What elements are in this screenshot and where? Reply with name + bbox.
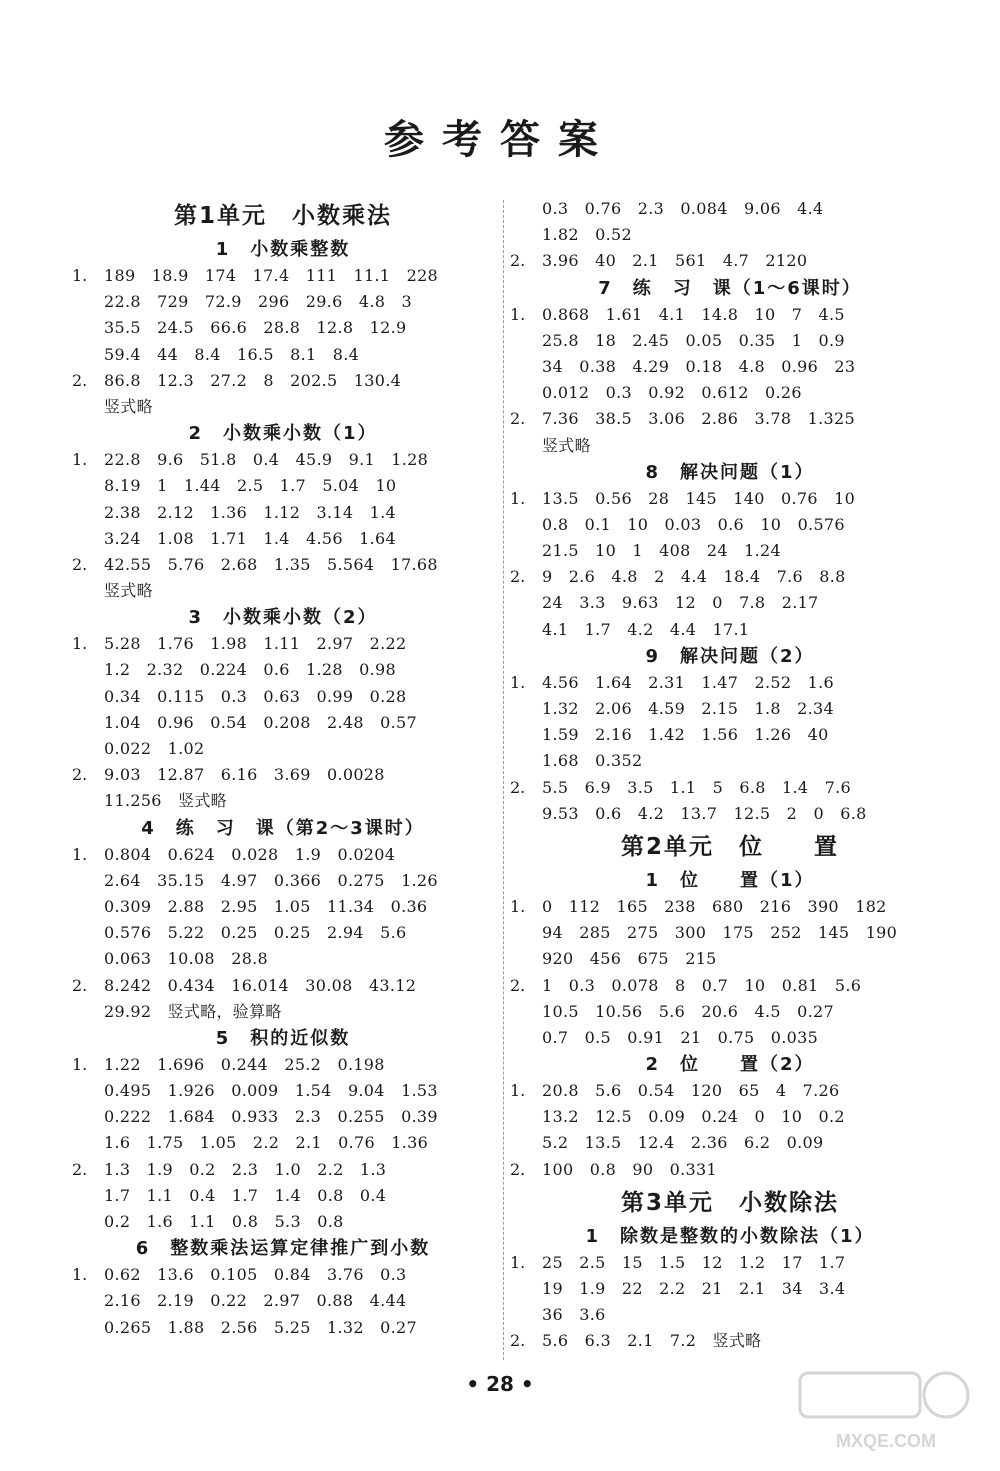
answer-line: 35.5 24.5 66.6 28.8 12.8 12.9 — [104, 318, 407, 338]
answer-line: 10.5 10.56 5.6 20.6 4.5 0.27 — [542, 1001, 834, 1021]
answer-line: 21.5 10 1 408 24 1.24 — [542, 541, 781, 561]
answer-line: 1.3 1.9 0.2 2.3 1.0 2.2 1.3 — [104, 1159, 387, 1179]
section-heading: 6 整数乘法运算定律推广到小数 — [135, 1238, 431, 1260]
left-column — [72, 196, 494, 1341]
question-number: 2. — [510, 567, 526, 587]
answer-line: 5.6 6.3 2.1 7.2 竖式略 — [542, 1331, 762, 1351]
answer-line: 0 112 165 238 680 216 390 182 — [542, 896, 887, 916]
answer-line: 22.8 729 72.9 296 29.6 4.8 3 — [104, 292, 412, 312]
answer-line: 8.242 0.434 16.014 30.08 43.12 — [104, 975, 417, 995]
answer-item — [510, 775, 950, 827]
answer-line: 0.34 0.115 0.3 0.63 0.99 0.28 — [104, 686, 407, 706]
answer-line: 0.495 1.926 0.009 1.54 9.04 1.53 — [104, 1081, 438, 1101]
answer-line: 0.2 1.6 1.1 0.8 5.3 0.8 — [104, 1212, 344, 1232]
question-number: 2. — [510, 777, 526, 797]
watermark-text: MXQE.COM — [836, 1431, 937, 1451]
answer-line: 2.64 35.15 4.97 0.366 0.275 1.26 — [104, 870, 438, 890]
answer-line: 5.5 6.9 3.5 1.1 5 6.8 1.4 7.6 — [542, 777, 851, 797]
answer-item — [510, 248, 950, 274]
question-number: 2. — [510, 975, 526, 995]
answer-line: 100 0.8 90 0.331 — [542, 1159, 717, 1179]
answer-line: 22.8 9.6 51.8 0.4 45.9 9.1 1.28 — [104, 450, 429, 470]
section-heading: 5 积的近似数 — [215, 1027, 351, 1049]
question-number: 2. — [72, 1159, 88, 1179]
answer-item — [72, 762, 494, 814]
answer-item — [72, 631, 494, 657]
answer-line: 0.3 0.76 2.3 0.084 9.06 4.4 — [542, 199, 824, 218]
answer-line: 2.16 2.19 0.22 2.97 0.88 4.44 — [104, 1291, 407, 1311]
watermark-logo — [796, 1367, 986, 1457]
section-heading: 2 位 置（2） — [645, 1054, 815, 1076]
answer-item — [72, 1052, 494, 1157]
question-number: 1. — [72, 1054, 88, 1074]
question-number: 2. — [510, 1159, 526, 1179]
answer-line: 5.2 13.5 12.4 2.36 6.2 0.09 — [542, 1133, 824, 1153]
answer-item — [72, 1157, 494, 1236]
answer-line: 1.59 2.16 1.42 1.56 1.26 40 — [542, 725, 829, 745]
answer-line: 1.6 1.75 1.05 2.2 2.1 0.76 1.36 — [104, 1133, 429, 1153]
section-heading: 1 小数乘整数 — [215, 239, 351, 260]
answer-item — [542, 196, 950, 248]
question-number: 2. — [72, 554, 88, 574]
answer-line: 4.56 1.64 2.31 1.47 2.52 1.6 — [542, 672, 834, 692]
question-number: 1. — [510, 672, 526, 692]
question-number: 1. — [510, 896, 526, 916]
answer-line: 25 2.5 15 1.5 12 1.2 17 1.7 — [542, 1252, 846, 1272]
section-heading: 4 练 习 课（第2～3课时） — [141, 817, 425, 839]
answer-item — [510, 1157, 950, 1183]
answer-line: 0.868 1.61 4.1 14.8 10 7 4.5 — [542, 304, 845, 324]
answer-item — [510, 564, 950, 643]
answer-line: 1.22 1.696 0.244 25.2 0.198 — [104, 1054, 385, 1074]
answer-item — [510, 486, 950, 565]
answer-line: 0.7 0.5 0.91 21 0.75 0.035 — [542, 1027, 819, 1047]
answer-line: 1 0.3 0.078 8 0.7 10 0.81 5.6 — [542, 975, 862, 995]
question-number: 2. — [72, 370, 88, 390]
question-number: 1. — [510, 488, 526, 508]
answer-item — [104, 999, 494, 1025]
answer-line: 3.24 1.08 1.71 1.4 4.56 1.64 — [104, 528, 396, 548]
answer-line: 24 3.3 9.63 12 0 7.8 2.17 — [542, 593, 819, 613]
unit-heading: 第2单元 位 置 — [620, 833, 839, 860]
answer-line: 2.38 2.12 1.36 1.12 3.14 1.4 — [104, 502, 396, 522]
section-heading: 1 除数是整数的小数除法（1） — [585, 1225, 875, 1247]
answer-item — [72, 1262, 494, 1341]
answer-line: 920 456 675 215 — [542, 949, 717, 969]
answer-item — [72, 368, 494, 420]
question-number: 1. — [72, 266, 88, 285]
answer-line: 20.8 5.6 0.54 120 65 4 7.26 — [542, 1081, 840, 1101]
question-number: 1. — [510, 304, 526, 324]
unit-heading: 第1单元 小数乘法 — [173, 203, 392, 229]
answer-line: 8.19 1 1.44 2.5 1.7 5.04 10 — [104, 476, 397, 496]
answer-line: 4.1 1.7 4.2 4.4 17.1 — [542, 619, 750, 639]
answer-line: 42.55 5.76 2.68 1.35 5.564 17.68 — [104, 554, 438, 574]
answer-line: 25.8 18 2.45 0.05 0.35 1 0.9 — [542, 330, 845, 350]
answer-line: 9.03 12.87 6.16 3.69 0.0028 — [104, 765, 385, 785]
answer-line: 1.04 0.96 0.54 0.208 2.48 0.57 — [104, 712, 417, 732]
answer-line: 0.012 0.3 0.92 0.612 0.26 — [542, 383, 802, 403]
answer-line: 1.82 0.52 — [542, 225, 632, 245]
question-number: 1. — [510, 1252, 526, 1272]
answer-item — [510, 406, 950, 458]
question-number: 1. — [72, 634, 88, 654]
answer-item — [72, 447, 494, 552]
answer-item — [510, 894, 950, 973]
answer-line: 1.32 2.06 4.59 2.15 1.8 2.34 — [542, 699, 834, 719]
answer-line: 0.309 2.88 2.95 1.05 11.34 0.36 — [104, 896, 428, 916]
answer-line: 1.2 2.32 0.224 0.6 1.28 0.98 — [104, 660, 396, 680]
answer-item — [510, 670, 950, 775]
answer-line: 0.022 1.02 — [104, 739, 205, 759]
answer-line: 竖式略 — [104, 396, 153, 416]
right-column — [510, 196, 950, 1355]
answer-line: 5.28 1.76 1.98 1.11 2.97 2.22 — [104, 634, 407, 654]
question-number: 2. — [510, 251, 526, 271]
question-number: 2. — [72, 975, 88, 995]
answer-item — [510, 1328, 950, 1354]
answer-line: 13.5 0.56 28 145 140 0.76 10 — [542, 488, 856, 508]
answer-line: 189 18.9 174 17.4 111 11.1 228 — [104, 266, 439, 285]
answer-item — [510, 1250, 950, 1329]
answer-line: 94 285 275 300 175 252 145 190 — [542, 923, 898, 943]
answer-line: 29.92 竖式略，验算略 — [104, 1001, 282, 1021]
answer-item — [510, 302, 950, 407]
answer-line: 36 3.6 — [542, 1305, 606, 1325]
page-number: • 28 • — [466, 1372, 534, 1396]
question-number: 1. — [72, 844, 88, 864]
answer-item — [72, 842, 494, 973]
answer-line: 7.36 38.5 3.06 2.86 3.78 1.325 — [542, 409, 855, 429]
unit-heading: 第3单元 小数除法 — [620, 1189, 839, 1216]
section-heading: 8 解决问题（1） — [645, 461, 815, 483]
question-number: 2. — [510, 1331, 526, 1351]
answer-line: 0.265 1.88 2.56 5.25 1.32 0.27 — [104, 1317, 417, 1337]
column-divider — [503, 200, 504, 1360]
answer-line: 0.063 10.08 28.8 — [104, 949, 269, 969]
answer-line: 19 1.9 22 2.2 21 2.1 34 3.4 — [542, 1279, 846, 1299]
answer-line: 11.256 竖式略 — [104, 791, 227, 811]
answer-line: 竖式略 — [542, 435, 591, 455]
answer-line: 13.2 12.5 0.09 0.24 0 10 0.2 — [542, 1107, 845, 1127]
answer-line: 0.804 0.624 0.028 1.9 0.0204 — [104, 844, 396, 864]
answer-line: 0.222 1.684 0.933 2.3 0.255 0.39 — [104, 1107, 438, 1127]
answer-item — [72, 263, 494, 368]
section-heading: 2 小数乘小数（1） — [188, 423, 378, 445]
answer-line: 0.576 5.22 0.25 0.25 2.94 5.6 — [104, 923, 407, 943]
watermark-stamp-icon — [796, 1367, 986, 1457]
section-heading: 1 位 置（1） — [645, 869, 815, 891]
answer-item — [510, 973, 950, 1052]
answer-line: 86.8 12.3 27.2 8 202.5 130.4 — [104, 370, 402, 390]
section-heading: 9 解决问题（2） — [645, 645, 815, 667]
answer-line: 34 0.38 4.29 0.18 4.8 0.96 23 — [542, 356, 856, 376]
answer-line: 1.68 0.352 — [542, 751, 643, 771]
answer-line: 9 2.6 4.8 2 4.4 18.4 7.6 8.8 — [542, 567, 846, 587]
question-number: 2. — [510, 409, 526, 429]
answer-item — [510, 1078, 950, 1157]
answer-item — [72, 973, 494, 999]
question-number: 1. — [72, 450, 88, 470]
section-heading: 3 小数乘小数（2） — [188, 607, 378, 629]
question-number: 2. — [72, 765, 88, 785]
answer-item — [104, 657, 494, 762]
answer-line: 3.96 40 2.1 561 4.7 2120 — [542, 251, 808, 271]
answer-line: 59.4 44 8.4 16.5 8.1 8.4 — [104, 344, 360, 364]
page-title: 参考答案 — [384, 117, 616, 163]
answer-line: 0.8 0.1 10 0.03 0.6 10 0.576 — [542, 514, 845, 534]
answer-line: 0.62 13.6 0.105 0.84 3.76 0.3 — [104, 1265, 407, 1285]
answer-line: 竖式略 — [104, 581, 153, 601]
answer-line: 9.53 0.6 4.2 13.7 12.5 2 0 6.8 — [542, 803, 867, 823]
section-heading: 7 练 习 课（1～6课时） — [598, 277, 862, 299]
question-number: 1. — [510, 1081, 526, 1101]
answer-line: 1.7 1.1 0.4 1.7 1.4 0.8 0.4 — [104, 1185, 387, 1205]
question-number: 1. — [72, 1265, 88, 1285]
answer-item — [72, 552, 494, 604]
